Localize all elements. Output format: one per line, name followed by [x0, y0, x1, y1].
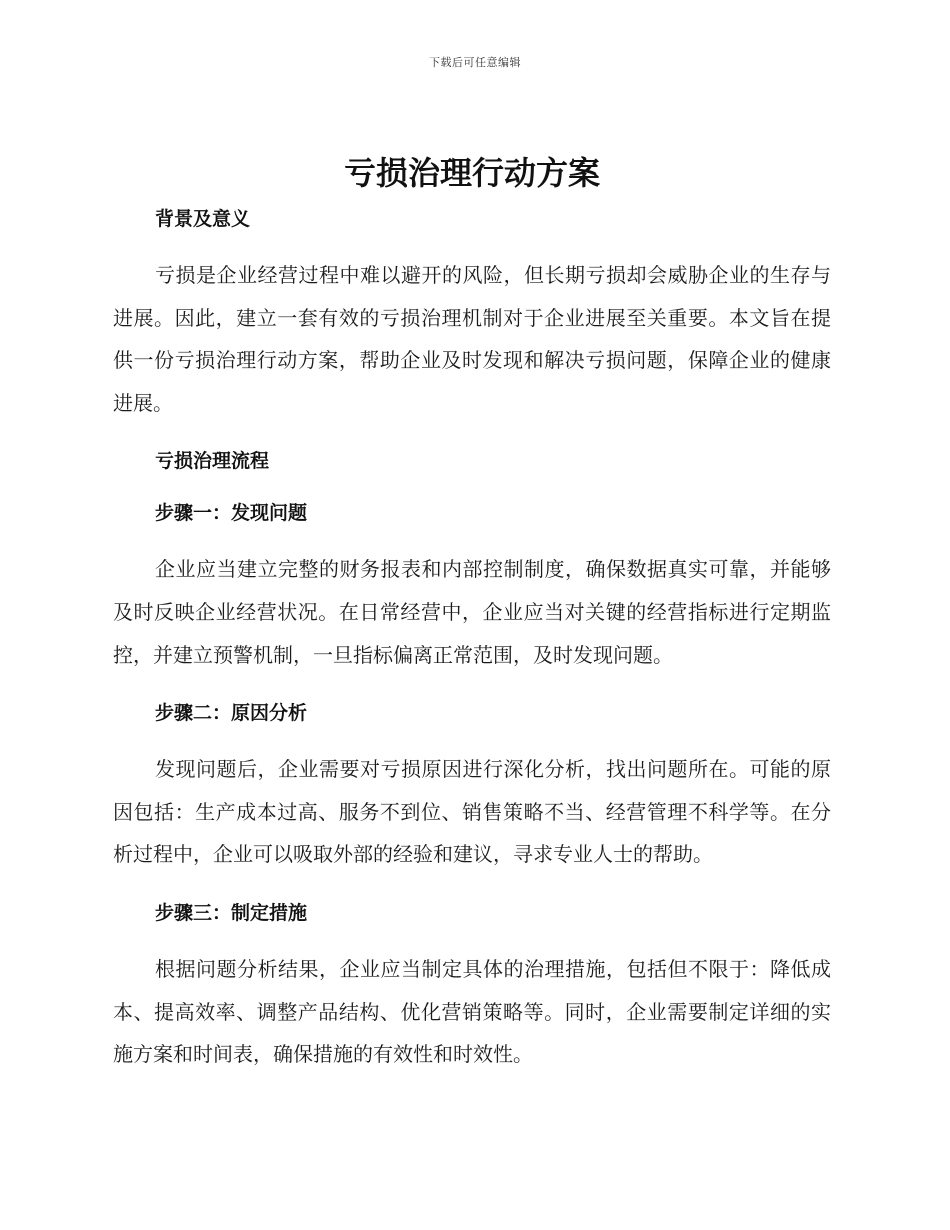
paragraph-step-1: 企业应当建立完整的财务报表和内部控制制度，确保数据真实可靠，并能够及时反映企业经营状况。在日常经营中，企业应当对关键的经营指标进行定期监控，并建立预警机制，一旦指标偏离正常范围，及时发现问题。: [113, 557, 831, 667]
paragraph-background: 亏损是企业经营过程中难以避开的风险，但长期亏损却会威胁企业的生存与进展。因此，建立一套有效的亏损治理机制对于企业进展至关重要。本文旨在提供一份亏损治理行动方案，帮助企业及时发现和解决亏损问题，保障企业的健康进展。: [113, 263, 831, 415]
heading-step-3: 步骤三：制定措施: [155, 901, 308, 924]
document-title: 亏损治理行动方案: [343, 154, 600, 192]
heading-step-1: 步骤一：发现问题: [155, 502, 308, 525]
paragraph-step-2: 发现问题后，企业需要对亏损原因进行深化分析，找出问题所在。可能的原因包括：生产成本过高、服务不到位、销售策略不当、经营管理不科学等。在分析过程中，企业可以吸取外部的经验和建议，寻求专业人士的帮助。: [113, 757, 831, 867]
document-body: [113, 148, 831, 1076]
heading-step-2: 步骤二：原因分析: [155, 702, 308, 725]
heading-process: 亏损治理流程: [155, 450, 270, 473]
heading-background: 背景及意义: [155, 208, 251, 230]
header-note: 下载后可任意编辑: [429, 56, 521, 69]
paragraph-step-3: 根据问题分析结果，企业应当制定具体的治理措施，包括但不限于：降低成本、提高效率、调整产品结构、优化营销策略等。同时，企业需要制定详细的实施方案和时间表，确保措施的有效性和时效性。: [113, 956, 831, 1067]
